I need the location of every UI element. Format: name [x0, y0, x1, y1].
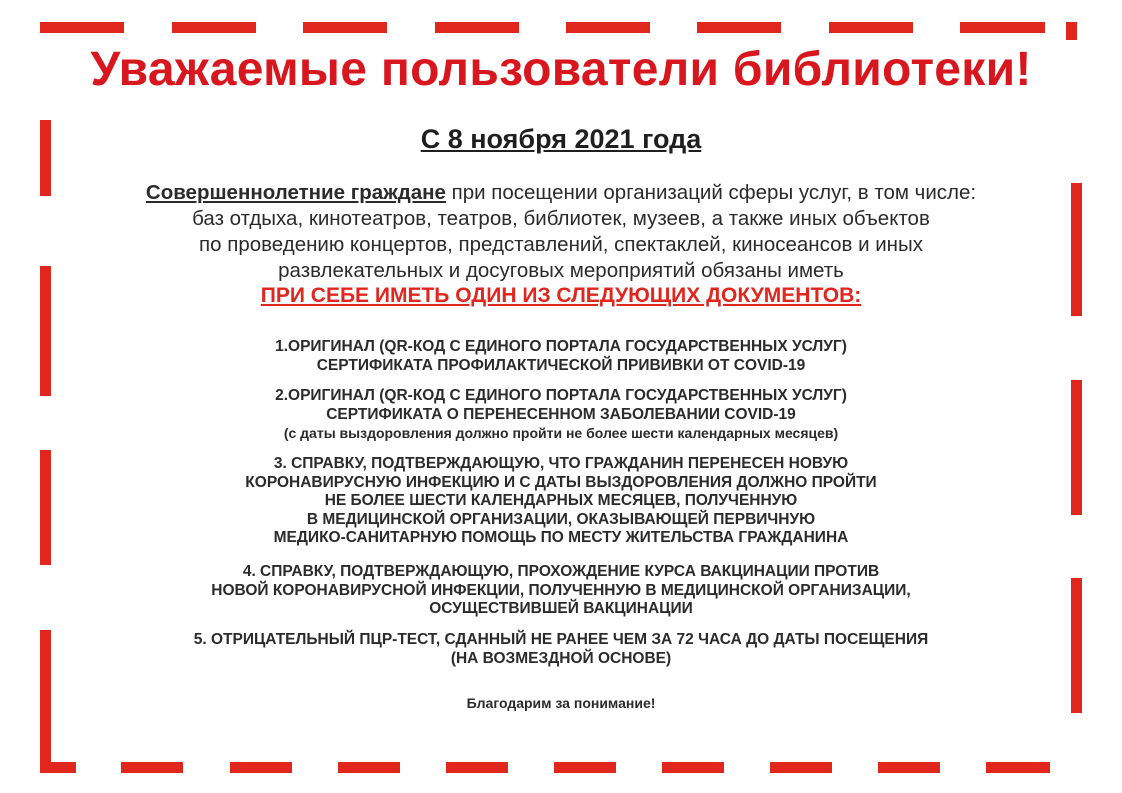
documents-heading: ПРИ СЕБЕ ИМЕТЬ ОДИН ИЗ СЛЕДУЮЩИХ ДОКУМЕНТОВ:	[260, 284, 862, 307]
document-line: НЕ БОЛЕЕ ШЕСТИ КАЛЕНДАРНЫХ МЕСЯЦЕВ, ПОЛУЧЕННУЮ	[324, 492, 798, 509]
document-line: 4. СПРАВКУ, ПОДТВЕРЖДАЮЩУЮ, ПРОХОЖДЕНИЕ КУРСА ВАКЦИНАЦИИ ПРОТИВ	[242, 563, 880, 580]
intro-lead: Совершеннолетние граждане	[145, 181, 446, 204]
border-dash	[435, 22, 519, 33]
page-title: Уважаемые пользователи библиотеки!	[90, 43, 1032, 96]
border-dash	[172, 22, 256, 33]
border-dash	[770, 762, 832, 773]
border-dash	[662, 762, 724, 773]
border-dash	[446, 762, 508, 773]
document-line: 3. СПРАВКУ, ПОДТВЕРЖДАЮЩУЮ, ЧТО ГРАЖДАНИН ПЕРЕНЕСЕН НОВУЮ	[273, 455, 849, 472]
document-line: НОВОЙ КОРОНАВИРУСНОЙ ИНФЕКЦИИ, ПОЛУЧЕННУЮ В МЕДИЦИНСКОЙ ОРГАНИЗАЦИИ,	[211, 581, 911, 599]
border-dash	[303, 22, 387, 33]
border-dash	[40, 22, 124, 33]
border-dash	[697, 22, 781, 33]
document-line: (НА ВОЗМЕЗДНОЙ ОСНОВЕ)	[450, 649, 672, 667]
intro-line2: баз отдыха, кинотеатров, театров, библиотек, музеев, а также иных объектов	[192, 207, 930, 230]
document-item-1	[120, 338, 1002, 375]
border-dash	[554, 762, 616, 773]
document-line: СЕРТИФИКАТА ПРОФИЛАКТИЧЕСКОЙ ПРИВИВКИ ОТ COVID-19	[316, 356, 806, 374]
document-line: 5. ОТРИЦАТЕЛЬНЫЙ ПЦР-ТЕСТ, СДАННЫЙ НЕ РАНЕЕ ЧЕМ ЗА 72 ЧАСА ДО ДАТЫ ПОСЕЩЕНИЯ	[193, 631, 929, 648]
border-dash	[878, 762, 940, 773]
document-line: КОРОНАВИРУСНУЮ ИНФЕКЦИЮ И С ДАТЫ ВЫЗДОРОВЛЕНИЯ ДОЛЖНО ПРОЙТИ	[245, 473, 877, 491]
thanks-note: Благодарим за понимание!	[466, 695, 656, 711]
date-heading: С 8 ноября 2021 года	[420, 124, 702, 154]
document-item-4	[120, 563, 1002, 619]
document-item-2	[120, 387, 1002, 443]
border-dash	[1066, 22, 1077, 40]
document-line: СЕРТИФИКАТА О ПЕРЕНЕСЕННОМ ЗАБОЛЕВАНИИ COVID-19	[326, 405, 796, 423]
document-note: (с даты выздоровления должно пройти не более шести календарных месяцев)	[283, 425, 839, 441]
intro-line1: при посещении организаций сферы услуг, в том числе:	[445, 181, 977, 204]
border-dash	[338, 762, 400, 773]
document-line: 2.ОРИГИНАЛ (QR-КОД С ЕДИНОГО ПОРТАЛА ГОСУДАРСТВЕННЫХ УСЛУГ)	[275, 387, 847, 404]
border-dash	[986, 762, 1050, 773]
border-dash	[230, 762, 292, 773]
intro-paragraph	[80, 180, 1042, 284]
border-dash	[566, 22, 650, 33]
document-line: В МЕДИЦИНСКОЙ ОРГАНИЗАЦИИ, ОКАЗЫВАЮЩЕЙ ПЕРВИЧНУЮ	[306, 510, 816, 528]
border-dash	[960, 22, 1045, 33]
document-item-5	[120, 631, 1002, 668]
border-dash	[121, 762, 183, 773]
intro-line4: развлекательных и досуговых мероприятий обязаны иметь	[278, 259, 844, 282]
intro-line3: по проведению концертов, представлений, спектаклей, киносеансов и иных	[199, 233, 923, 256]
document-line: 1.ОРИГИНАЛ (QR-КОД С ЕДИНОГО ПОРТАЛА ГОСУДАРСТВЕННЫХ УСЛУГ)	[275, 338, 847, 355]
document-item-3	[120, 455, 1002, 548]
border-dash	[40, 450, 51, 565]
border-dash	[1071, 380, 1082, 515]
border-dash	[1071, 578, 1082, 713]
border-dash	[829, 22, 913, 33]
document-line: ОСУЩЕСТВИВШЕЙ ВАКЦИНАЦИИ	[429, 600, 693, 617]
document-line: МЕДИКО-САНИТАРНУЮ ПОМОЩЬ ПО МЕСТУ ЖИТЕЛЬСТВА ГРАЖДАНИНА	[273, 529, 849, 546]
